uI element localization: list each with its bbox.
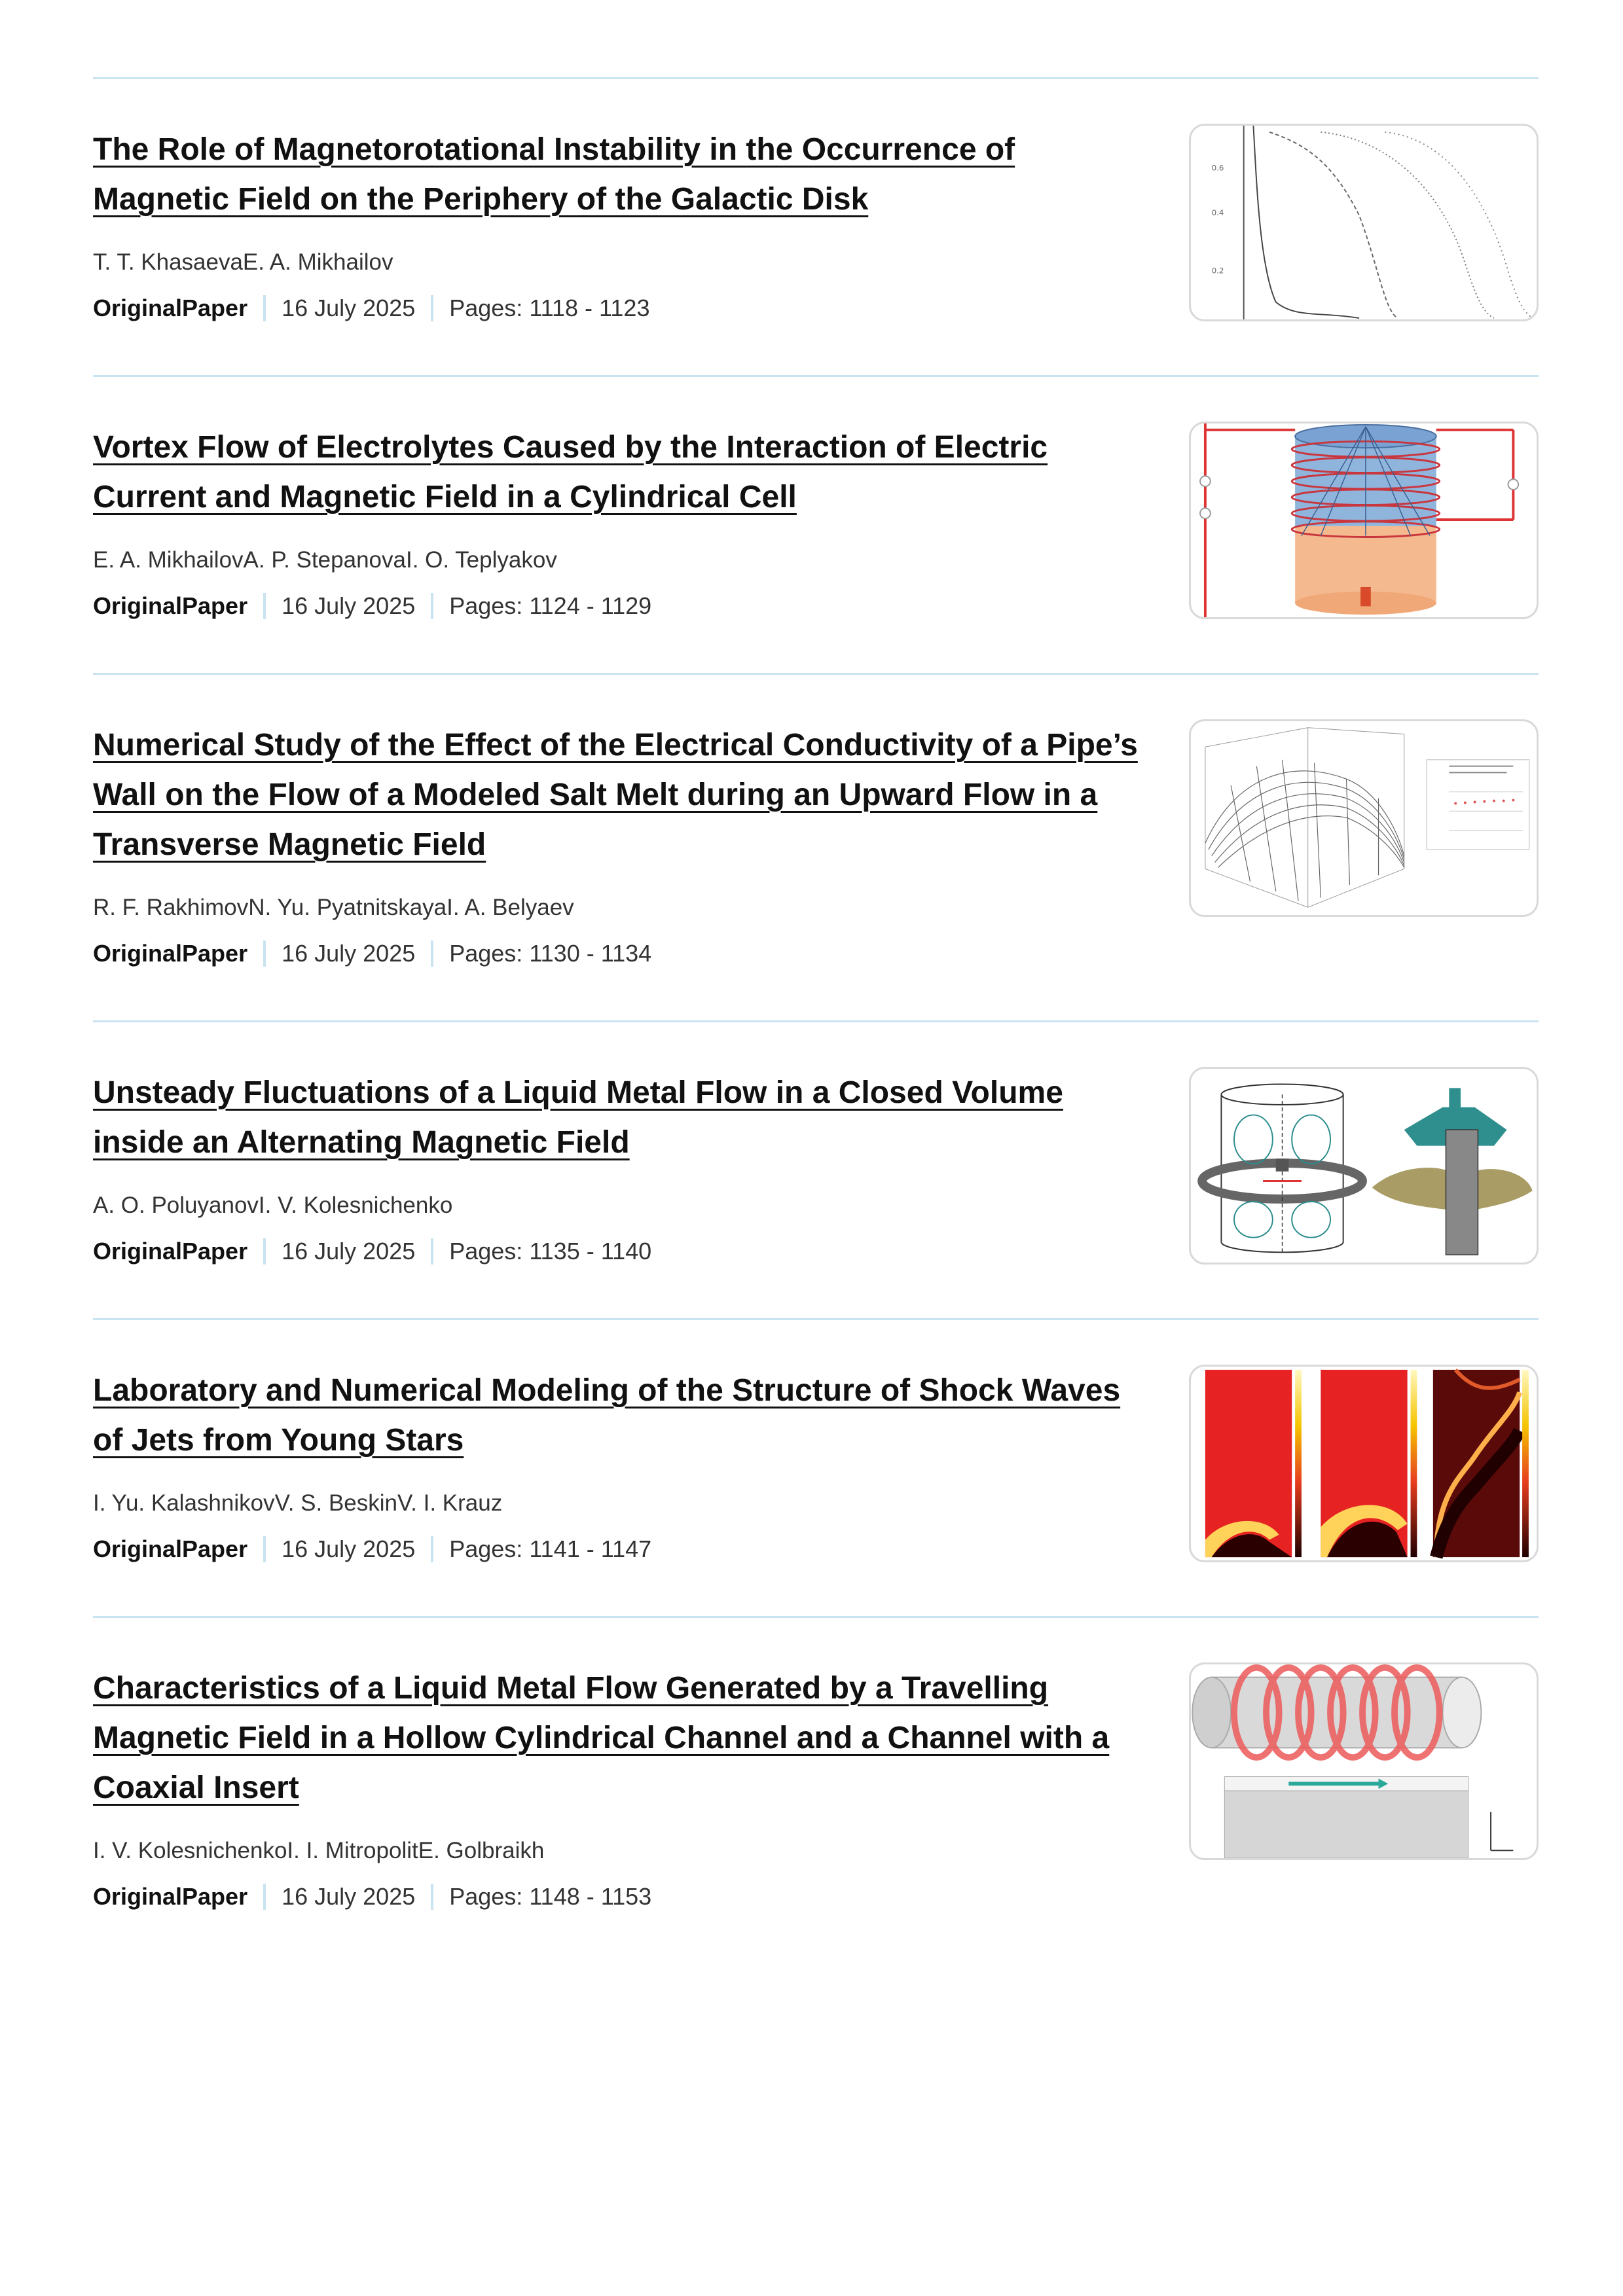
article-thumbnail[interactable] xyxy=(1189,124,1539,321)
hollow-channel-thumbnail-image xyxy=(1191,1664,1537,1858)
line-plot-thumbnail-image xyxy=(1191,126,1537,319)
article-text xyxy=(93,1664,1140,1911)
article-meta xyxy=(93,1882,1140,1911)
article-item xyxy=(93,77,1539,375)
cylinder-cell-thumbnail-image xyxy=(1191,423,1537,617)
svg-text:0.4: 0.4 xyxy=(1211,208,1224,218)
article-list xyxy=(93,77,1539,1964)
article-title-link[interactable]: Characteristics of a Liquid Metal Flow Generated by a Travelling Magnetic Field in a Hollow Cylindrical Channel and a Channel with a Coaxial Insert xyxy=(93,1671,1110,1805)
page-range: Pages: 1130 - 1134 xyxy=(449,940,652,967)
article-meta xyxy=(93,592,1140,620)
article-meta xyxy=(93,1237,1140,1266)
meta-divider xyxy=(263,1238,266,1265)
article-item xyxy=(93,1616,1539,1964)
article-text xyxy=(93,125,1140,323)
meta-divider xyxy=(431,295,433,321)
meta-divider xyxy=(431,1884,433,1910)
article-meta xyxy=(93,1535,1140,1564)
publication-date: 16 July 2025 xyxy=(282,295,416,321)
svg-text:0.2: 0.2 xyxy=(1211,266,1224,276)
publication-date: 16 July 2025 xyxy=(282,940,416,967)
liquid-metal-cylinder-thumbnail-image xyxy=(1191,1069,1537,1263)
page-range: Pages: 1141 - 1147 xyxy=(449,1535,652,1562)
article-thumbnail[interactable] xyxy=(1189,1365,1539,1562)
meta-divider xyxy=(263,593,266,619)
page-range: Pages: 1148 - 1153 xyxy=(449,1883,652,1910)
surface-plot-thumbnail-image xyxy=(1191,721,1537,915)
publication-date: 16 July 2025 xyxy=(282,1238,416,1265)
article-title-link[interactable]: Vortex Flow of Electrolytes Caused by the Interaction of Electric Current and Magnetic Field in a Cylindrical Cell xyxy=(93,430,1048,514)
article-meta xyxy=(93,939,1140,968)
shock-wave-simulation-thumbnail-image xyxy=(1191,1367,1537,1560)
article-title-link[interactable]: Unsteady Fluctuations of a Liquid Metal Flow in a Closed Volume inside an Alternating Magnetic Field xyxy=(93,1075,1063,1160)
article-thumbnail[interactable] xyxy=(1189,1662,1539,1860)
meta-divider xyxy=(431,941,433,967)
meta-divider xyxy=(263,295,266,321)
content-type: OriginalPaper xyxy=(93,1883,248,1910)
article-text xyxy=(93,1068,1140,1266)
article-authors: E. A. MikhailovA. P. StepanovaI. O. Teplyakov xyxy=(93,547,557,573)
article-authors: T. T. KhasaevaE. A. Mikhailov xyxy=(93,249,393,275)
article-title-link[interactable]: Laboratory and Numerical Modeling of the Structure of Shock Waves of Jets from Young Stars xyxy=(93,1373,1121,1458)
article-title-link[interactable]: The Role of Magnetorotational Instability in the Occurrence of Magnetic Field on the Periphery of the Galactic Disk xyxy=(93,132,1015,217)
svg-text:0.6: 0.6 xyxy=(1211,163,1224,173)
article-thumbnail[interactable] xyxy=(1189,1067,1539,1265)
article-authors: A. O. PoluyanovI. V. Kolesnichenko xyxy=(93,1193,453,1218)
article-thumbnail[interactable] xyxy=(1189,422,1539,619)
article-item xyxy=(93,673,1539,1020)
content-type: OriginalPaper xyxy=(93,1238,248,1265)
meta-divider xyxy=(431,593,433,619)
page-range: Pages: 1124 - 1129 xyxy=(449,592,652,619)
article-text xyxy=(93,423,1140,620)
article-authors: I. Yu. KalashnikovV. S. BeskinV. I. Krauz xyxy=(93,1490,503,1516)
content-type: OriginalPaper xyxy=(93,295,248,321)
meta-divider xyxy=(263,941,266,967)
article-meta xyxy=(93,294,1140,323)
meta-divider xyxy=(263,1536,266,1562)
article-item xyxy=(93,1318,1539,1616)
publication-date: 16 July 2025 xyxy=(282,592,416,619)
article-text xyxy=(93,1366,1140,1564)
article-title-link[interactable]: Numerical Study of the Effect of the Electrical Conductivity of a Pipe’s Wall on the Flow of a Modeled Salt Melt during an Upward Flow in a Transverse Magnetic Field xyxy=(93,728,1138,862)
meta-divider xyxy=(263,1884,266,1910)
article-item xyxy=(93,1020,1539,1318)
meta-divider xyxy=(431,1238,433,1265)
publication-date: 16 July 2025 xyxy=(282,1535,416,1562)
content-type: OriginalPaper xyxy=(93,940,248,967)
article-authors: I. V. KolesnichenkoI. I. MitropolitE. Golbraikh xyxy=(93,1838,545,1863)
meta-divider xyxy=(431,1536,433,1562)
page-range: Pages: 1135 - 1140 xyxy=(449,1238,652,1265)
article-item xyxy=(93,375,1539,673)
content-type: OriginalPaper xyxy=(93,592,248,619)
article-authors: R. F. RakhimovN. Yu. PyatnitskayaI. A. Belyaev xyxy=(93,895,574,920)
article-text xyxy=(93,721,1140,968)
publication-date: 16 July 2025 xyxy=(282,1883,416,1910)
article-thumbnail[interactable] xyxy=(1189,719,1539,917)
content-type: OriginalPaper xyxy=(93,1535,248,1562)
page-range: Pages: 1118 - 1123 xyxy=(449,295,650,321)
